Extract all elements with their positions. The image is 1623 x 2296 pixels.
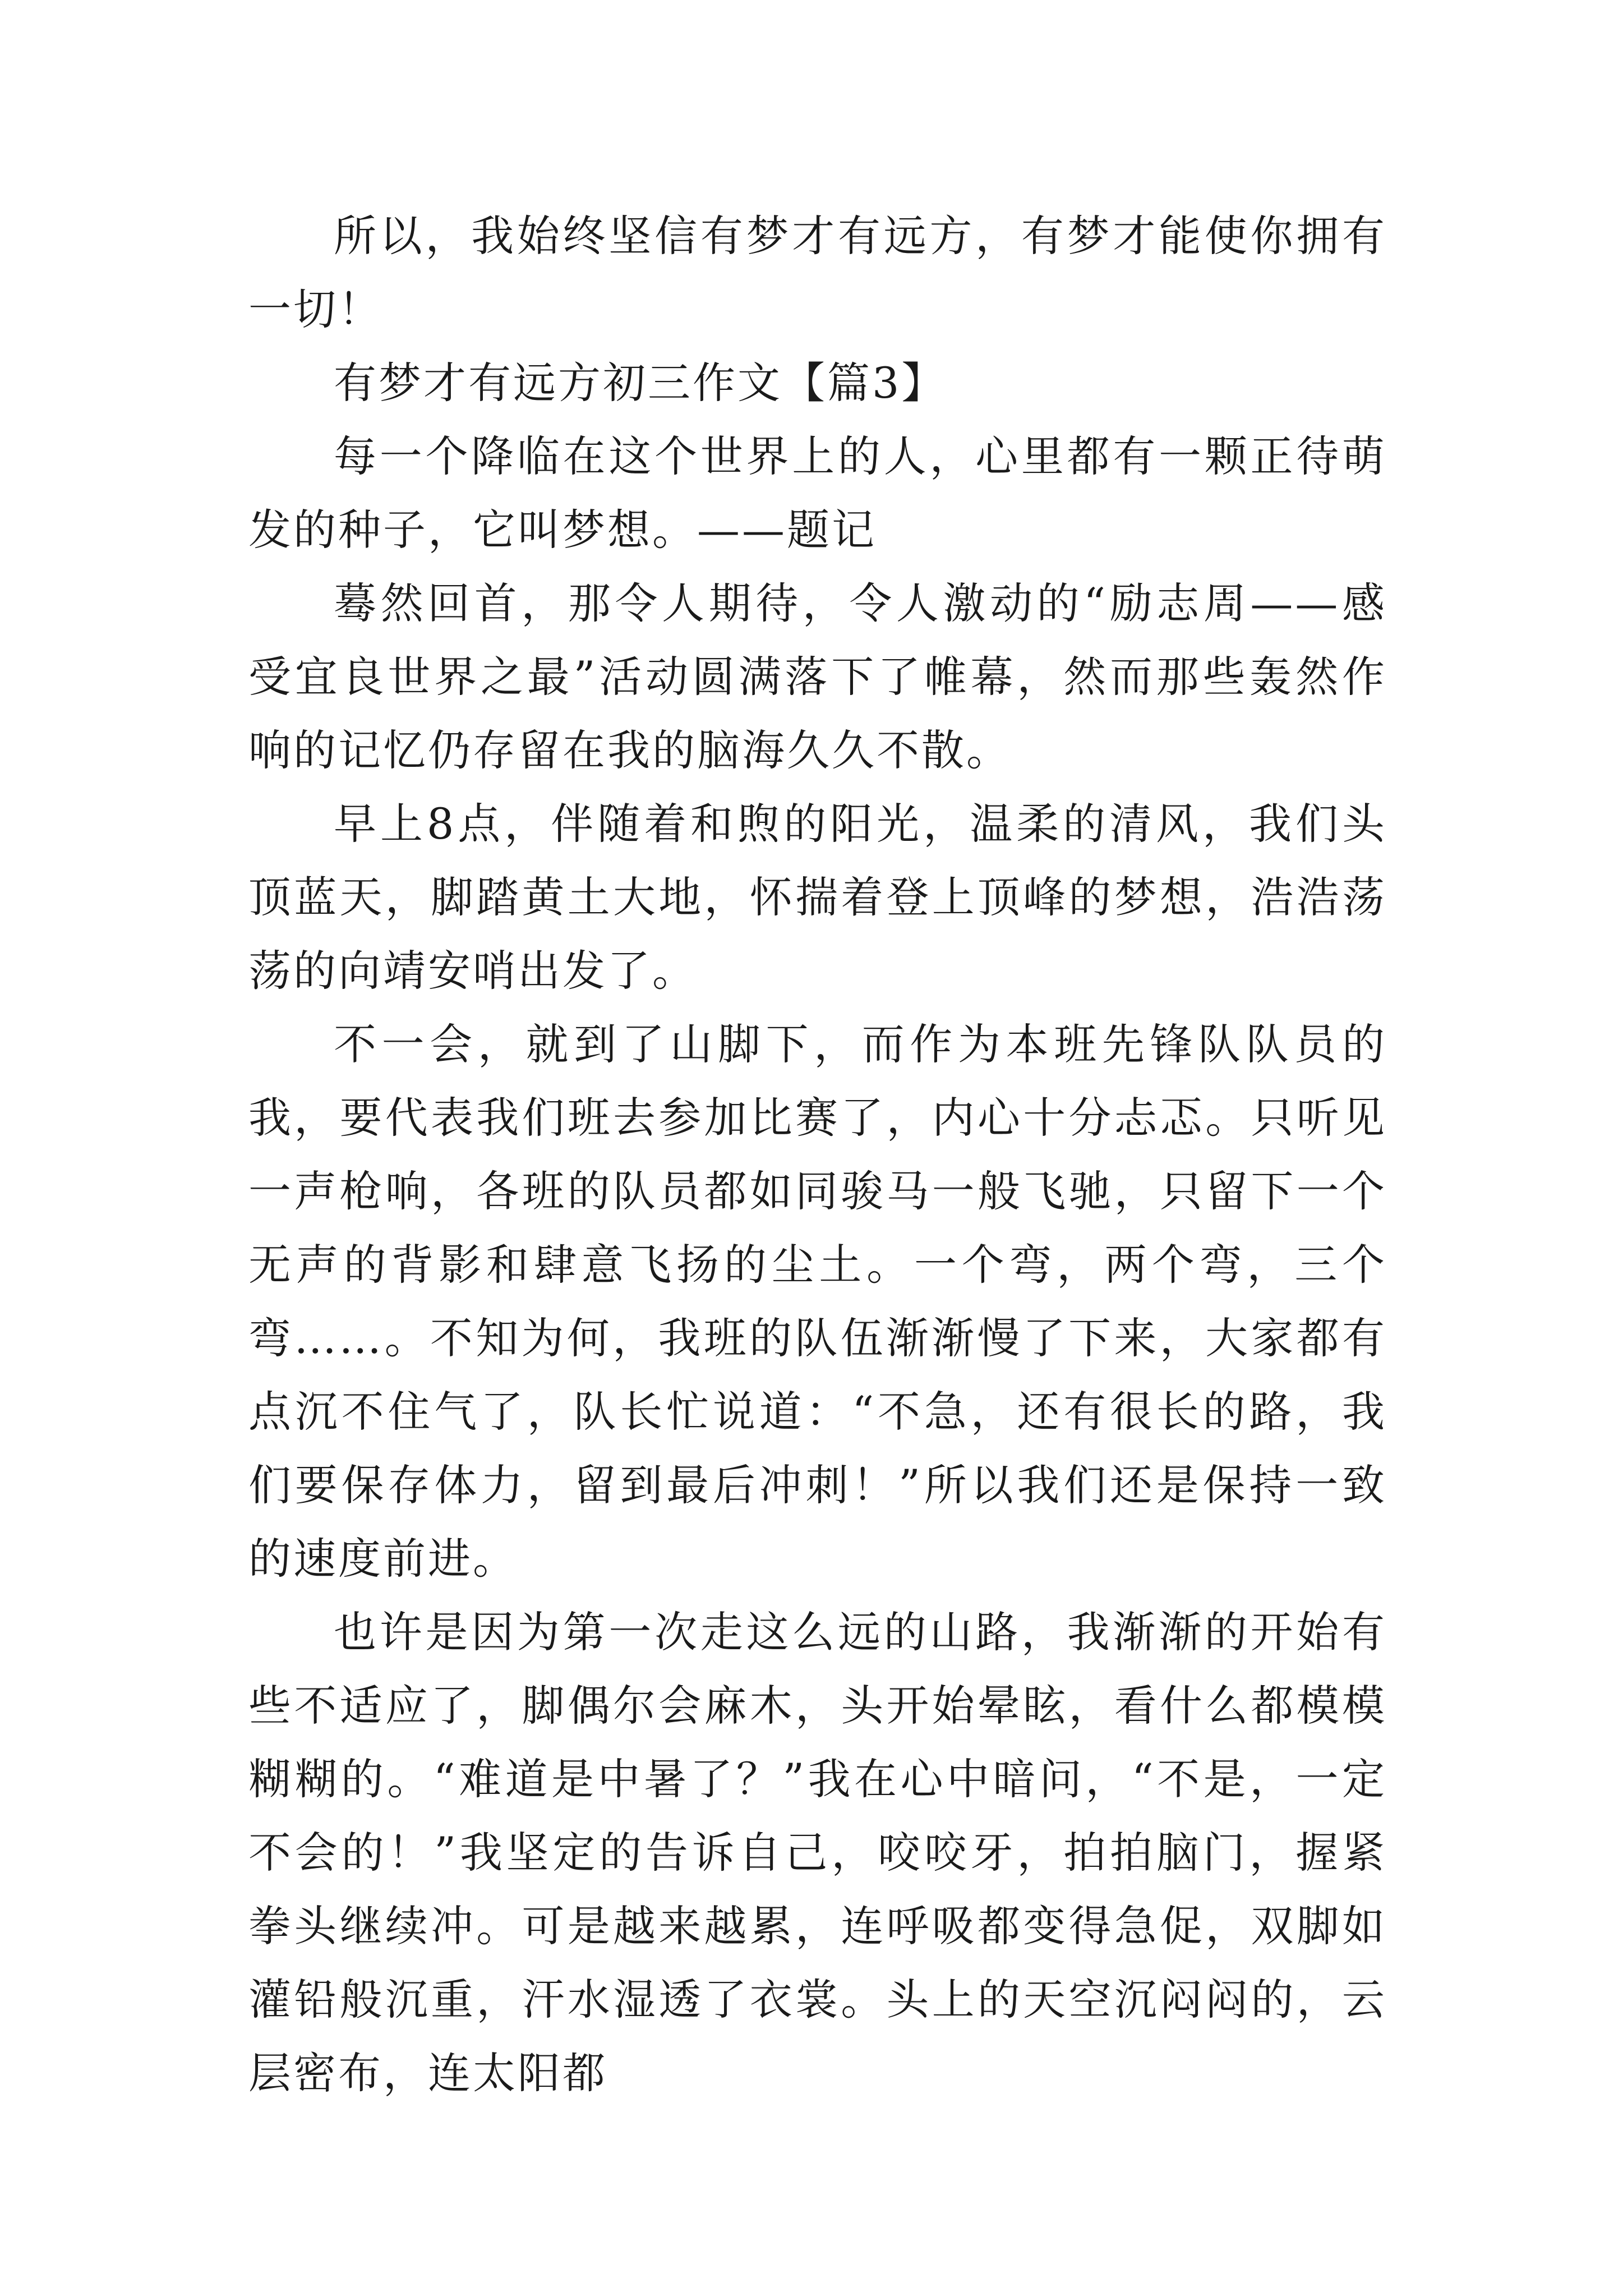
paragraph-conclusion: 所以，我始终坚信有梦才有远方，有梦才能使你拥有一切！ <box>248 211 1387 334</box>
paragraph-epigraph: 每一个降临在这个世界上的人，心里都有一颗正待萌发的种子，它叫梦想。——题记 <box>248 431 1387 555</box>
document-body <box>248 199 1387 2110</box>
paragraph-intro: 蓦然回首，那令人期待，令人激动的“励志周——感受宜良世界之最”活动圆满落下了帷幕，然而那些轰然作响的记忆仍存留在我的脑海久久不散。 <box>248 578 1387 775</box>
paragraph-morning: 早上8点，伴随着和煦的阳光，温柔的清风，我们头顶蓝天，脚踏黄土大地，怀揣着登上顶峰的梦想，浩浩荡荡的向靖安哨出发了。 <box>248 799 1387 996</box>
paragraph-race: 不一会，就到了山脚下，而作为本班先锋队队员的我，要代表我们班去参加比赛了，内心十分忐忑。只听见一声枪响，各班的队员都如同骏马一般飞驰，只留下一个无声的背影和肆意飞扬的尘土。一个弯，两个弯，三个弯……。不知为何，我班的队伍渐渐慢了下来，大家都有点沉不住气了，队长忙说道：“不急，还有很长的路，我们要保存体力，留到最后冲刺！”所以我们还是保持一致的速度前进。 <box>248 1019 1387 1584</box>
paragraph-struggle: 也许是因为第一次走这么远的山路，我渐渐的开始有些不适应了，脚偶尔会麻木，头开始晕眩，看什么都模模糊糊的。“难道是中暑了？”我在心中暗问，“不是，一定不会的！”我坚定的告诉自己，咬咬牙，拍拍脑门，握紧拳头继续冲。可是越来越累，连呼吸都变得急促，双脚如灌铅般沉重，汗水湿透了衣裳。头上的天空沉闷闷的，云层密布，连太阳都 <box>248 1607 1387 2098</box>
essay-heading: 有梦才有远方初三作文【篇3】 <box>334 358 947 408</box>
